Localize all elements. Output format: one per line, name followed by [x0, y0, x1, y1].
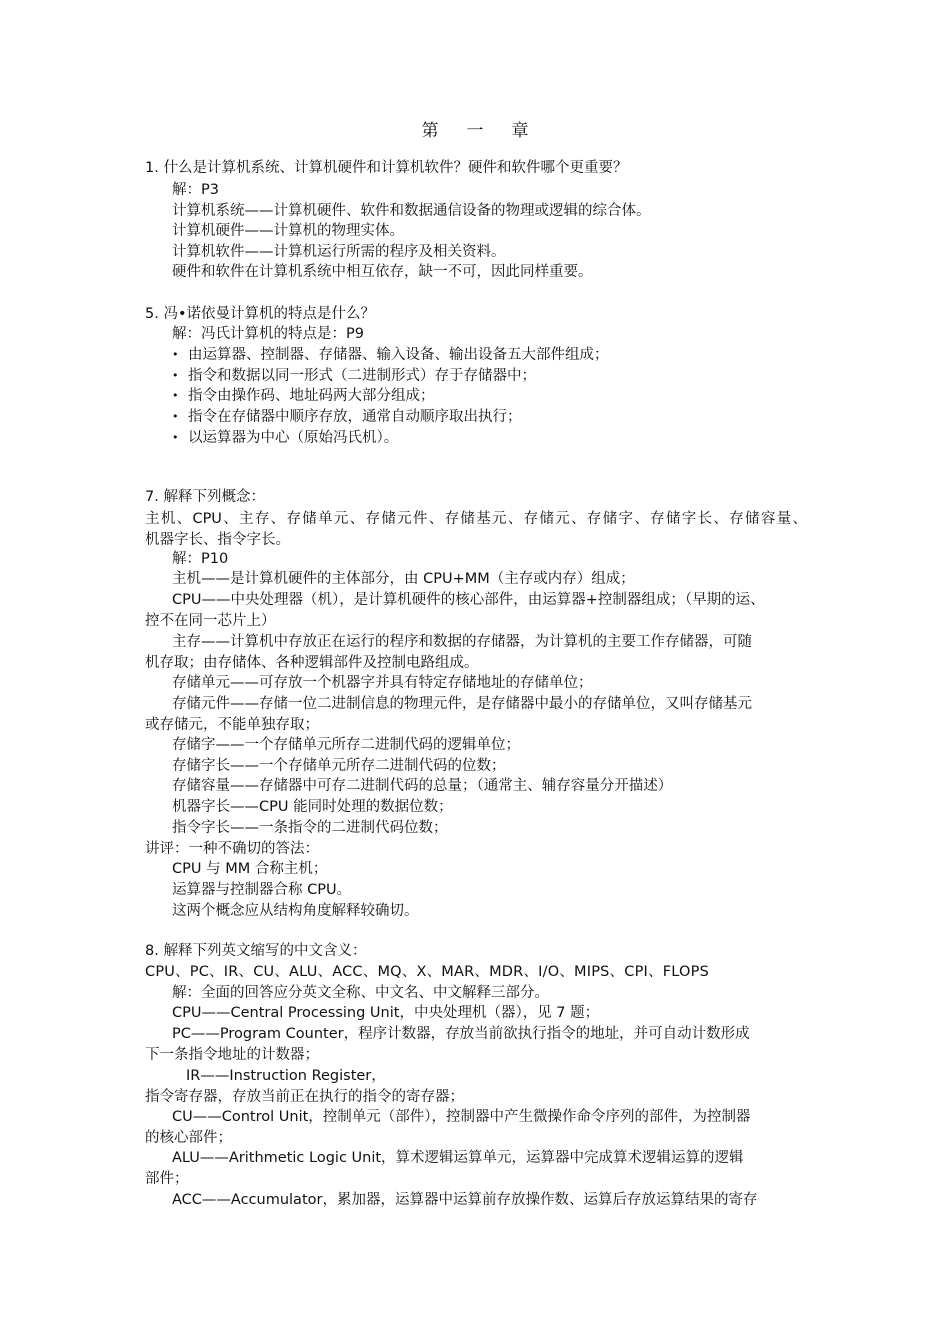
q7-def-zhiling: 指令字长——一条指令的二进制代码位数；: [172, 820, 448, 836]
q8-abbr-list: CPU、PC、IR、CU、ALU、ACC、MQ、X、MAR、MDR、I/O、MIPS、CPI、FLOPS: [145, 964, 709, 980]
q1-line: 计算机系统——计算机硬件、软件和数据通信设备的物理或逻辑的综合体。: [172, 203, 651, 219]
q7-def-zi: 存储字——一个存储单元所存二进制代码的逻辑单位；: [172, 737, 520, 753]
q1-answer-ref: 解：P3: [172, 182, 219, 198]
q7-def-zichang: 存储字长——一个存储单元所存二进制代码的位数；: [172, 758, 506, 774]
q5-bullet-item: [172, 366, 536, 386]
bullet-icon: •: [172, 389, 179, 402]
bullet-icon: •: [172, 369, 179, 382]
q8-answer-ref: 解：全面的回答应分英文全称、中文名、中文解释三部分。: [172, 985, 549, 1001]
q1-line: 计算机硬件——计算机的物理实体。: [172, 223, 404, 239]
q8-def-ir-cont: 指令寄存器，存放当前正在执行的指令的寄存器；: [145, 1089, 464, 1105]
q5-bullet-text: 指令和数据以同一形式（二进制形式）存于存储器中；: [188, 368, 536, 384]
q7-answer-ref: 解：P10: [172, 551, 229, 567]
q8-def-pc: PC——Program Counter，程序计数器，存放当前欲执行指令的地址，并可自动计数形成: [172, 1026, 750, 1042]
q8-def-cpu: CPU——Central Processing Unit，中央处理机（器），见 7 题；: [172, 1005, 600, 1021]
q7-def-zhuji: 主机——是计算机硬件的主体部分，由 CPU+MM（主存或内存）组成；: [172, 571, 635, 587]
q5-answer-ref: 解：冯氏计算机的特点是：P9: [172, 326, 364, 342]
q7-comment-head: 讲评：一种不确切的答法：: [145, 841, 319, 857]
q7-comment: 运算器与控制器合称 CPU。: [172, 882, 352, 898]
bullet-icon: •: [172, 431, 179, 444]
q5-bullet-text: 以运算器为中心（原始冯氏机）。: [188, 430, 399, 446]
q5-question: 5. 冯•诺依曼计算机的特点是什么？: [145, 306, 375, 322]
q5-bullet-text: 指令在存储器中顺序存放，通常自动顺序取出执行；: [188, 409, 522, 425]
q7-question: 7. 解释下列概念：: [145, 489, 265, 505]
q7-def-yuanjian-cont: 或存储元，不能单独存取；: [145, 717, 319, 733]
q7-terms: 主机、CPU、主存、存储单元、存储元件、存储基元、存储元、存储字、存储字长、存储容量、: [145, 511, 807, 527]
bullet-icon: •: [172, 410, 179, 423]
q7-comment: CPU 与 MM 合称主机；: [172, 861, 328, 877]
q5-bullet-text: 指令由操作码、地址码两大部分组成；: [188, 388, 435, 404]
q1-line: 硬件和软件在计算机系统中相互依存，缺一不可，因此同样重要。: [172, 264, 593, 280]
q7-def-jiqi: 机器字长——CPU 能同时处理的数据位数；: [172, 799, 453, 815]
q1-question: 1. 什么是计算机系统、计算机硬件和计算机软件？硬件和软件哪个更重要？: [145, 160, 628, 176]
bullet-icon: •: [172, 348, 179, 361]
chapter-title: 第一章: [421, 121, 557, 141]
q8-def-cu-cont: 的核心部件；: [145, 1130, 232, 1146]
q8-def-pc-cont: 下一条指令地址的计数器；: [145, 1047, 319, 1063]
q8-def-cu: CU——Control Unit，控制单元（部件），控制器中产生微操作命令序列的部件，为控制器: [172, 1109, 751, 1125]
q5-bullet-item: [172, 345, 609, 365]
q7-def-danyuan: 存储单元——可存放一个机器字并具有特定存储地址的存储单位；: [172, 675, 593, 691]
q8-def-acc: ACC——Accumulator，累加器，运算器中运算前存放操作数、运算后存放运算结果的寄存: [172, 1192, 758, 1208]
q7-def-zhucun-cont: 机存取；由存储体、各种逻辑部件及控制电路组成。: [145, 655, 479, 671]
q5-bullet-item: [172, 407, 522, 427]
q7-terms: 机器字长、指令字长。: [145, 532, 290, 548]
q7-def-zhucun: 主存——计算机中存放正在运行的程序和数据的存储器，为计算机的主要工作存储器，可随: [172, 634, 752, 650]
q8-def-ir: IR——Instruction Register，: [186, 1068, 386, 1084]
q7-def-cpu-cont: 控不在同一芯片上）: [145, 613, 276, 629]
q7-def-rongliang: 存储容量——存储器中可存二进制代码的总量；（通常主、辅存容量分开描述）: [172, 778, 673, 794]
q5-bullet-item: [172, 428, 398, 448]
q5-bullet-item: [172, 386, 435, 406]
q7-comment: 这两个概念应从结构角度解释较确切。: [172, 903, 419, 919]
q5-bullet-text: 由运算器、控制器、存储器、输入设备、输出设备五大部件组成；: [188, 347, 609, 363]
q7-def-yuanjian: 存储元件——存储一位二进制信息的物理元件，是存储器中最小的存储单位，又叫存储基元: [172, 696, 752, 712]
q1-line: 计算机软件——计算机运行所需的程序及相关资料。: [172, 244, 506, 260]
q7-def-cpu: CPU——中央处理器（机），是计算机硬件的核心部件，由运算器+控制器组成；（早期的运、: [172, 592, 765, 608]
q8-question: 8. 解释下列英文缩写的中文含义：: [145, 943, 367, 959]
q8-def-alu-cont: 部件；: [145, 1171, 189, 1187]
q8-def-alu: ALU——Arithmetic Logic Unit，算术逻辑运算单元，运算器中完成算术逻辑运算的逻辑: [172, 1150, 744, 1166]
